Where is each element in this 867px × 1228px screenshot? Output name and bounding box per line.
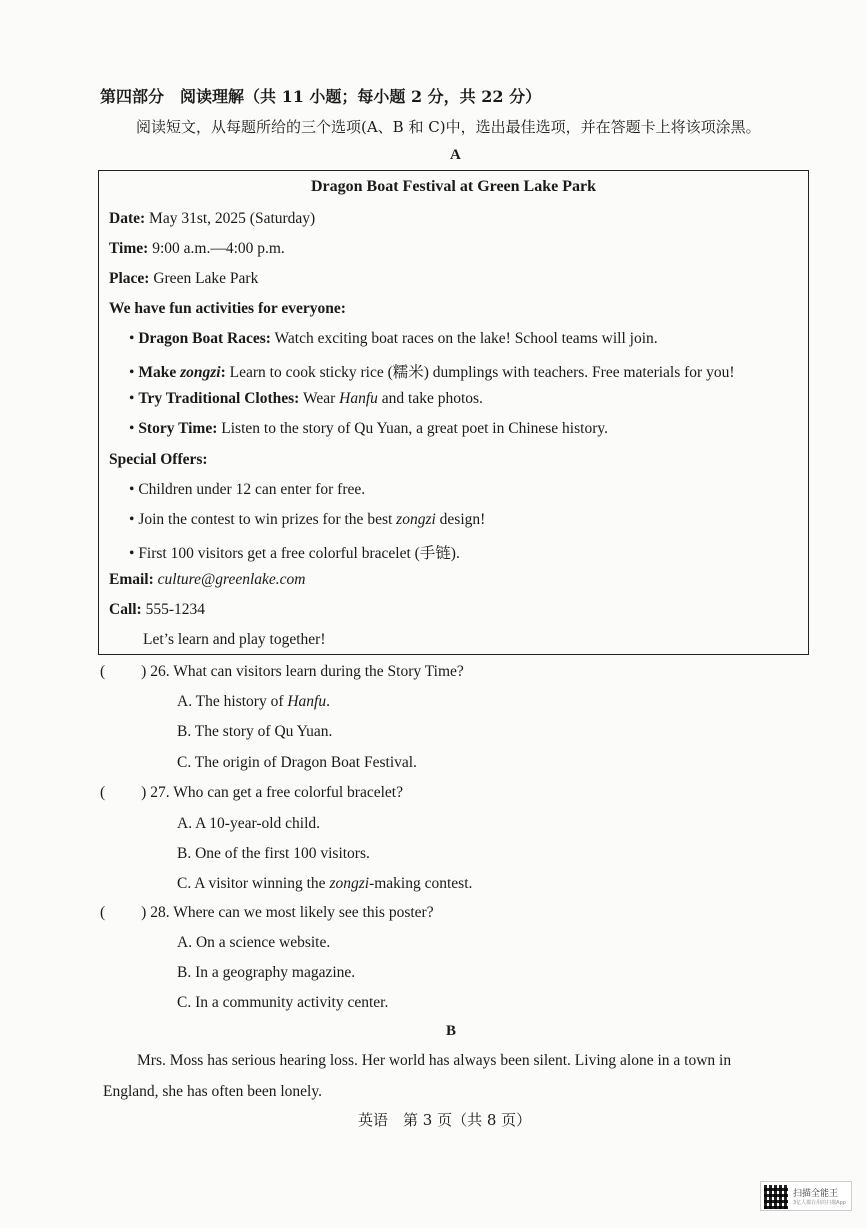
passage-b-label: B xyxy=(446,1023,457,1039)
activity-name: Make zongzi: xyxy=(138,364,226,381)
option-c: C. The origin of Dragon Boat Festival. xyxy=(177,754,417,771)
section-instructions: 阅读短文，从每题所给的三个选项(A、B 和 C)中，选出最佳选项，并在答题卡上将该项涂黑。 xyxy=(136,118,761,136)
passage-b-line: England, she has often been lonely. xyxy=(103,1083,322,1100)
option-a: A. On a science website. xyxy=(177,934,331,951)
offer-item: • Children under 12 can enter for free. xyxy=(129,481,366,498)
activity-item: • Dragon Boat Races: Watch exciting boat races on the lake! School teams will join. xyxy=(129,330,658,347)
offers-heading: Special Offers: xyxy=(109,451,208,468)
email-label: Email: xyxy=(109,571,154,588)
passage-a-label: A xyxy=(450,147,461,163)
call-label: Call: xyxy=(109,601,142,618)
time-value: 9:00 a.m.—4:00 p.m. xyxy=(148,240,285,257)
time-label: Time: xyxy=(109,240,149,257)
answer-bracket[interactable]: ( xyxy=(100,904,106,921)
question-26: ( ) 26. What can visitors learn during the Story Time? xyxy=(100,663,464,680)
date-label: Date: xyxy=(109,210,146,227)
activity-name: Dragon Boat Races: xyxy=(138,330,271,347)
email-value: culture@greenlake.com xyxy=(153,571,306,588)
option-b: B. The story of Qu Yuan. xyxy=(177,723,333,740)
call-value: 555-1234 xyxy=(141,601,206,618)
activity-item: • Story Time: Listen to the story of Qu Yuan, a great poet in Chinese history. xyxy=(129,420,608,437)
question-stem: Who can get a free colorful bracelet? xyxy=(169,784,403,801)
section-header: 第四部分 阅读理解（共 11 小题；每小题 2 分，共 22 分） xyxy=(100,87,542,106)
question-stem: Where can we most likely see this poster? xyxy=(169,904,434,921)
activity-item: • Make zongzi: Learn to cook sticky rice (糯米) dumplings with teachers. Free materials for you! xyxy=(129,364,735,381)
option-c: C. In a community activity center. xyxy=(177,994,389,1011)
answer-bracket[interactable]: ( xyxy=(100,784,106,801)
poster-time xyxy=(109,240,285,258)
place-label: Place: xyxy=(109,270,150,287)
activity-name: Try Traditional Clothes: xyxy=(138,390,300,407)
option-b: B. One of the first 100 visitors. xyxy=(177,845,370,862)
scanner-label: 扫描全能王 xyxy=(793,1189,839,1199)
poster-closing: Let’s learn and play together! xyxy=(143,631,326,648)
poster-title: Dragon Boat Festival at Green Lake Park xyxy=(310,178,596,195)
qr-code-icon xyxy=(764,1185,788,1209)
option-a: A. The history of Hanfu. xyxy=(177,693,330,710)
offer-item: • First 100 visitors get a free colorful bracelet (手链). xyxy=(129,545,460,562)
passage-b-line: Mrs. Moss has serious hearing loss. Her world has always been silent. Living alone in a town in xyxy=(137,1052,732,1069)
answer-bracket[interactable]: ( xyxy=(100,663,106,680)
poster-date xyxy=(109,210,315,228)
activity-name: Story Time: xyxy=(138,420,218,437)
option-b: B. In a geography magazine. xyxy=(177,964,356,981)
offer-item: • Join the contest to win prizes for the best zongzi design! xyxy=(129,511,486,528)
question-28: ( ) 28. Where can we most likely see this poster? xyxy=(100,904,434,921)
activities-heading: We have fun activities for everyone: xyxy=(109,300,346,317)
scanner-badge xyxy=(760,1181,852,1211)
place-value: Green Lake Park xyxy=(149,270,259,287)
date-value: May 31st, 2025 (Saturday) xyxy=(145,210,316,227)
activity-text: Watch exciting boat races on the lake! School teams will join. xyxy=(270,330,658,347)
activity-text: Listen to the story of Qu Yuan, a great poet in Chinese history. xyxy=(217,420,608,437)
option-a: A. A 10-year-old child. xyxy=(177,815,321,832)
activity-item: • Try Traditional Clothes: Wear Hanfu and take photos. xyxy=(129,390,483,407)
activity-text: Learn to cook sticky rice (糯米) dumplings with teachers. Free materials for you! xyxy=(225,364,735,381)
poster-email xyxy=(109,571,305,589)
scanner-sub: 3亿人都在用的扫描App xyxy=(793,1200,846,1206)
question-27: ( ) 27. Who can get a free colorful bracelet? xyxy=(100,784,403,801)
poster-call xyxy=(109,601,205,619)
option-c: C. A visitor winning the zongzi-making contest. xyxy=(177,875,473,892)
page-footer: 英语 第 3 页（共 8 页） xyxy=(358,1111,532,1129)
poster-box xyxy=(98,170,809,655)
poster-place xyxy=(109,270,258,288)
question-stem: What can visitors learn during the Story Time? xyxy=(169,663,464,680)
